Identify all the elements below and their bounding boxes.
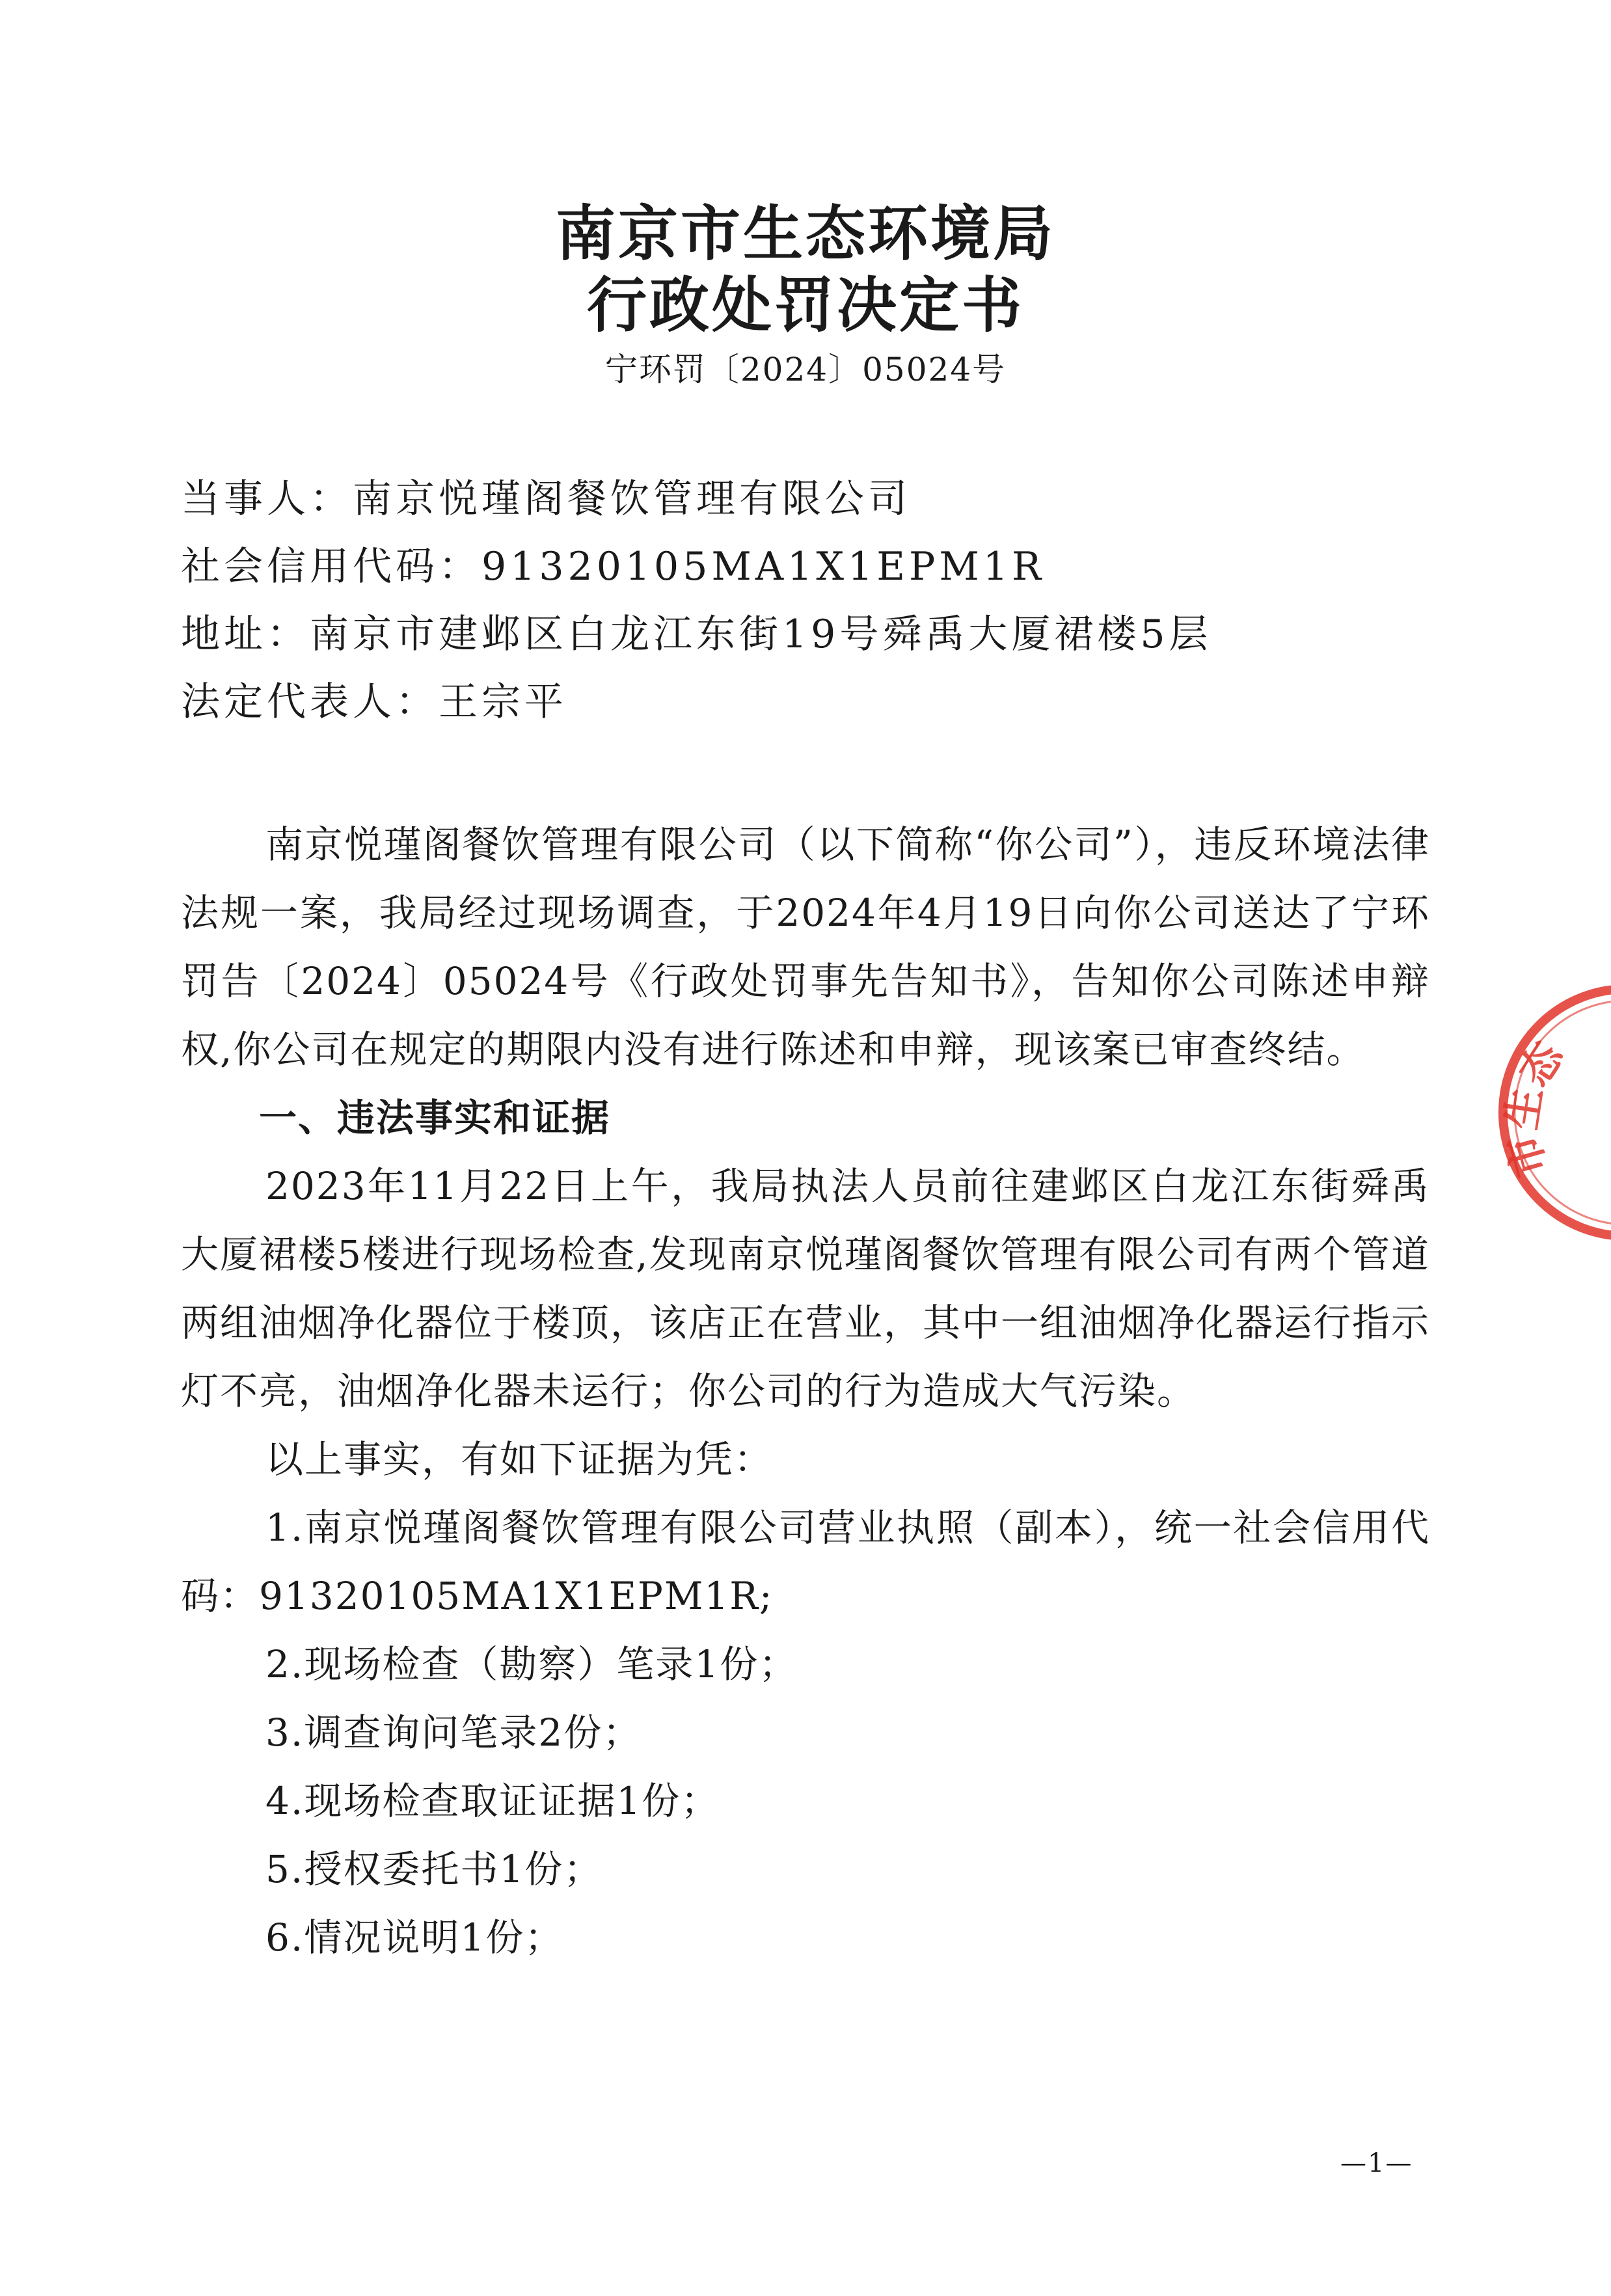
party-address: 地址：南京市建邺区白龙江东街19号舜禹大厦裙楼5层: [181, 612, 1212, 657]
evidence-item: 4.现场检查取证证据1份；: [265, 1779, 720, 1823]
document-title-agency: 南京市生态环境局: [555, 199, 1055, 269]
document-title-type: 行政处罚决定书: [586, 271, 1024, 340]
page-number: —1—: [1340, 2148, 1413, 2178]
official-seal-stamp: [1490, 976, 1611, 1249]
document-body: [181, 811, 1430, 1972]
seal-text: [1498, 1033, 1574, 1182]
evidence-item: 3.调查询问笔录2份；: [265, 1710, 642, 1755]
evidence-item: 2.现场检查（勘察）笔录1份；: [265, 1642, 798, 1686]
evidence-item: 1.南京悦瑾阁餐饮管理有限公司营业执照（副本），统一社会信用代码：91320105MA1X1EPM1R;: [181, 1506, 1430, 1618]
evidence-intro: 以上事实，有如下证据为凭：: [265, 1437, 774, 1481]
intro-paragraph: 南京悦瑾阁餐饮管理有限公司（以下简称“你公司”），违反环境法律法规一案，我局经过现场调查，于2024年4月19日向你公司送达了宁环罚告〔2024〕05024号《行政处罚事先告知书》，告知你公司陈述申辩权,你公司在规定的期限内没有进行陈述和申辩，现该案已审查终结。: [181, 822, 1430, 1072]
seal-text-path: 市生态: [1497, 1034, 1573, 1182]
document-number: 宁环罚〔2024〕05024号: [604, 351, 1007, 388]
party-credit-code: 社会信用代码：91320105MA1X1EPM1R: [181, 544, 1046, 589]
party-name: 当事人：南京悦瑾阁餐饮管理有限公司: [181, 476, 911, 522]
party-legal-rep: 法定代表人：王宗平: [181, 679, 567, 725]
evidence-item: 6.情况说明1份；: [265, 1915, 564, 1960]
section-heading-facts: 一、违法事实和证据: [259, 1096, 611, 1140]
evidence-item: 5.授权委托书1份；: [265, 1847, 603, 1891]
facts-paragraph: 2023年11月22日上午，我局执法人员前往建邺区白龙江东街舜禹大厦裙楼5楼进行现场检查,发现南京悦瑾阁餐饮管理有限公司有两个管道两组油烟净化器位于楼顶，该店正在营业，其中一组油烟净化器运行指示灯不亮，油烟净化器未运行；你公司的行为造成大气污染。: [181, 1164, 1431, 1413]
